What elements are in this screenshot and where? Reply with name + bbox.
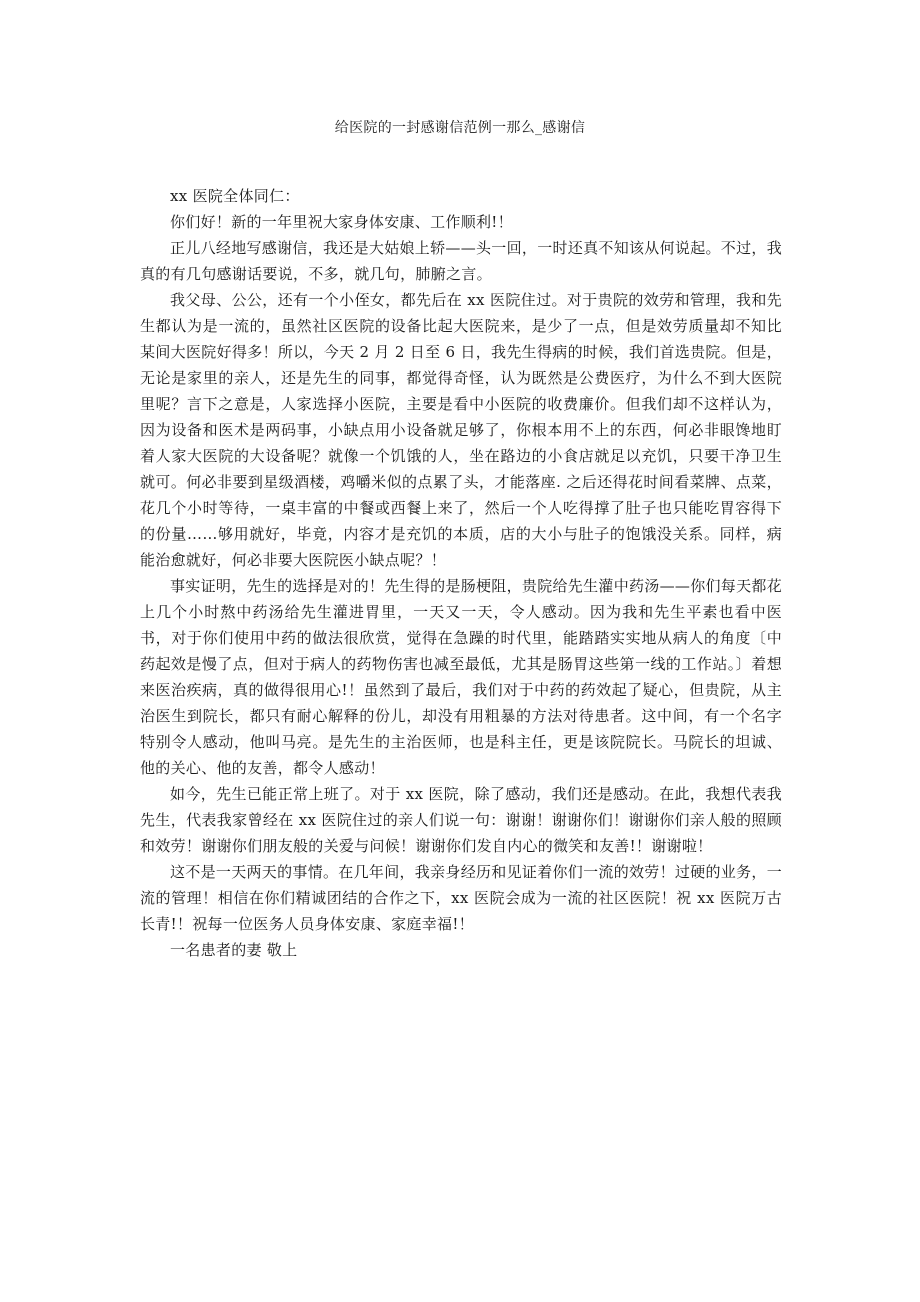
paragraph-thanks: 如今，先生已能正常上班了。对于 xx 医院，除了感动，我们还是感动。在此，我想代表我先生，代表我家曾经在 xx 医院住过的亲人们说一句：谢谢！谢谢你们！谢谢你们亲人般的照顾和效劳！谢谢你们朋友般的关爱与问候！谢谢你们发自内心的微笑和友善!！谢谢啦！ xyxy=(140,785,782,855)
paragraph-treatment: 事实证明，先生的选择是对的！先生得的是肠梗阻，贵院给先生灌中药汤——你们每天都花上几个小时熬中药汤给先生灌进胃里，一天又一天，令人感动。因为我和先生平素也看中医书，对于你们使用中药的做法很欣赏，觉得在急躁的时代里，能踏踏实实地从病人的角度〔中药起效是慢了点，但对于病人的药物伤害也减至最低，尤其是肠胃这些第一线的工作站。〕着想来医治疾病，真的做得很用心!！虽然到了最后，我们对于中药的药效起了疑心，但贵院，从主治医生到院长，都只有耐心解释的份儿，却没有用粗暴的方法对待患者。这中间，有一个名字特别令人感动，他叫马亮。是先生的主治医师，也是科主任，更是该院院长。马院长的坦诚、他的关心、他的友善，都令人感动！ xyxy=(140,577,783,777)
document-title: 给医院的一封感谢信范例一那么_感谢信 xyxy=(334,120,586,136)
paragraph-intro: 正儿八经地写感谢信，我还是大姑娘上轿——头一回，一时还真不知该从何说起。不过，我真的有几句感谢话要说，不多，就几句，肺腑之言。 xyxy=(140,239,783,283)
signature: 一名患者的妻 敬上 xyxy=(170,941,298,959)
letter-body xyxy=(140,183,782,963)
paragraph-closing: 这不是一天两天的事情。在几年间，我亲身经历和见证着你们一流的效劳！过硬的业务，一流的管理！相信在你们精诚团结的合作之下，xx 医院会成为一流的社区医院！祝 xx 医院万古长青!！祝每一位医务人员身体安康、家庭幸福!！ xyxy=(140,863,783,933)
paragraph-greeting: 你们好！新的一年里祝大家身体安康、工作顺利!！ xyxy=(170,213,513,231)
paragraph-choice: 我父母、公公，还有一个小侄女，都先后在 xx 医院住过。对于贵院的效劳和管理，我和先生都认为是一流的，虽然社区医院的设备比起大医院来，是少了一点，但是效劳质量却不知比某间大医院好得多！所以，今天 2 月 2 日至 6 日，我先生得病的时候，我们首选贵院。但是，无论是家里的亲人，还是先生的同事，都觉得奇怪，认为既然是公费医疗，为什么不到大医院里呢？言下之意是，人家选择小医院，主要是看中小医院的收费廉价。但我们却不这样认为，因为设备和医术是两码事，小缺点用小设备就足够了，你根本用不上的东西，何必非眼馋地盯着人家大医院的大设备呢？就像一个饥饿的人，坐在路边的小食店就足以充饥，只要干净卫生就可。何必非要到星级酒楼，鸡嚼米似的点累了头，才能落座. 之后还得花时间看菜牌、点菜，花几个小时等待，一桌丰富的中餐或西餐上来了，然后一个人吃得撑了肚子也只能吃胃容得下的份量……够用就好，毕竟，内容才是充饥的本质，店的大小与肚子的饱饿没关系。同样，病能治愈就好，何必非要大医院医小缺点呢？！ xyxy=(140,291,782,569)
salutation: xx 医院全体同仁： xyxy=(170,187,300,205)
